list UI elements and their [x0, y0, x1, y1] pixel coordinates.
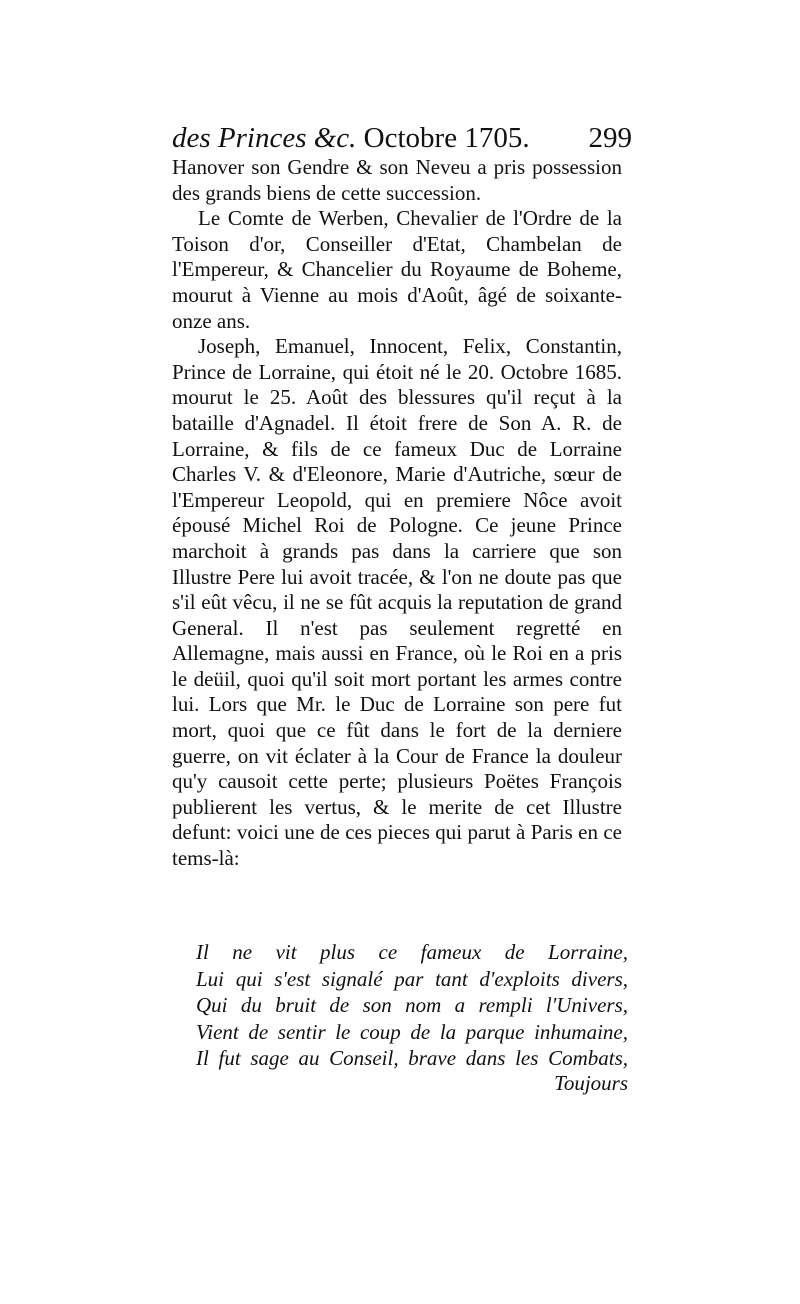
- poem-line: Il fut sage au Conseil, brave dans les Combats,: [196, 1046, 628, 1070]
- poem-line: Qui du bruit de son nom a rempli l'Univers,: [196, 993, 628, 1017]
- paragraph-continuation: Hanover son Gendre & son Neveu a pris possession des grands biens de cette succession.: [172, 155, 622, 205]
- poem-line: Vient de sentir le coup de la parque inhumaine,: [196, 1019, 628, 1044]
- paragraph-prince-de-lorraine: Joseph, Emanuel, Innocent, Felix, Constantin, Prince de Lorraine, qui étoit né le 20. Octobre 1685. mourut le 25. Août des blessures qu'il reçut à la bataille d'Agnadel. Il étoit frere de Son A. R. de Lorraine, & fils de ce fameux Duc de Lorraine Charles V. & d'Eleonore, Marie d'Autriche, sœur de l'Empereur Leopold, qui en premiere Nôce avoit épousé Michel Roi de Pologne. Ce jeune Prince marchoit à grands pas dans la carriere que son Illustre Pere lui avoit tracée, & l'on ne doute pas que s'il eût vêcu, il ne se fût acquis la reputation de grand General. Il n'est pas seulement regretté en Allemagne, mais aussi en France, où le Roi en a pris le deüil, quoi qu'il soit mort portant les armes contre lui. Lors que Mr. le Duc de Lorraine son pere fut mort, quoi que ce fût dans le fort de la derniere guerre, on vit éclater à la Cour de France la douleur qu'y causoit cette perte; plusieurs Poëtes François publierent les vertus, & le merite de cet Illustre defunt: voici une de ces pieces qui parut à Paris en ce tems-là:: [172, 334, 622, 871]
- poem-line: Lui qui s'est signalé par tant d'exploits divers,: [196, 966, 628, 991]
- catchword: Toujours: [554, 1071, 628, 1095]
- body-text: [172, 155, 622, 872]
- poem: [196, 939, 628, 1072]
- running-header: [172, 118, 632, 158]
- header-date: Octobre 1705.: [363, 122, 530, 154]
- paragraph-comte-de-werben: Le Comte de Werben, Chevalier de l'Ordre de la Toison d'or, Conseiller d'Etat, Chambelan de l'Empereur, & Chancelier du Royaume de Boheme, mourut à Vienne au mois d'Août, âgé de soixante-onze ans.: [172, 206, 622, 333]
- page-number: 299: [588, 122, 632, 154]
- running-title: des Princes &c.: [172, 122, 357, 154]
- poem-line: Il ne vit plus ce fameux de Lorraine,: [196, 940, 628, 964]
